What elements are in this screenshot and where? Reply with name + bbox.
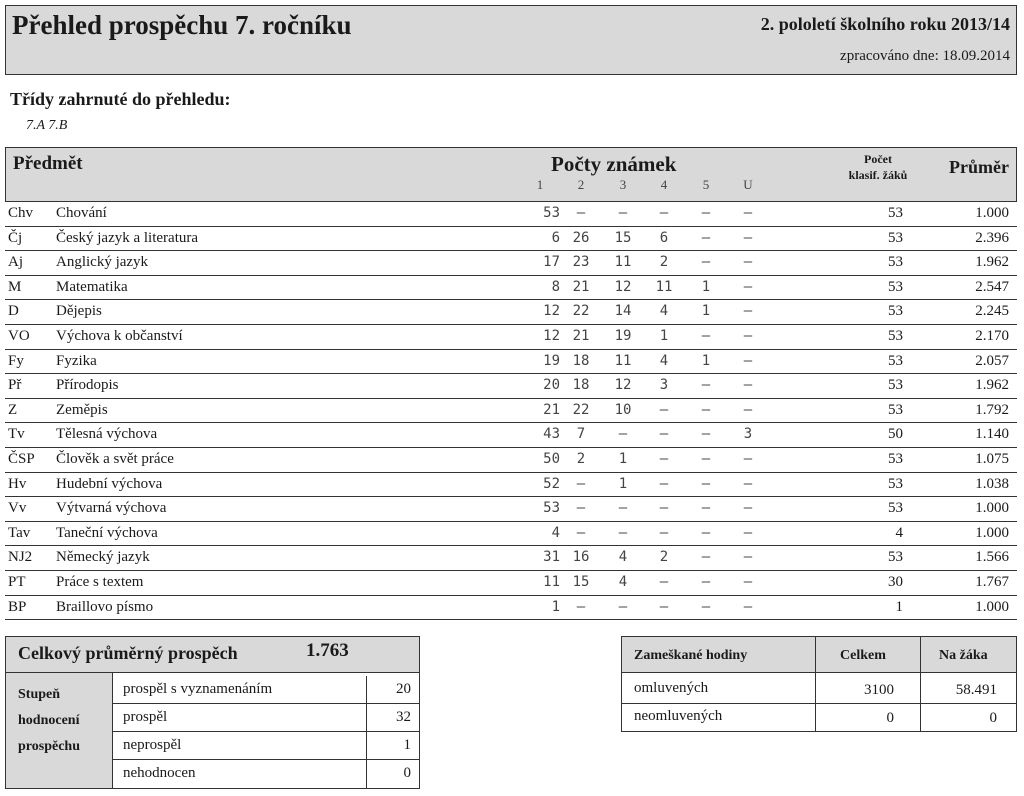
absence-col-per-student: Na žáka (939, 648, 988, 663)
overall-average-value: 1.763 (306, 640, 349, 661)
grade-count: 4 (618, 549, 628, 566)
subject-average: 2.245 (975, 303, 1009, 320)
grade-count: 1 (618, 451, 628, 467)
grade-count: – (743, 549, 753, 566)
grade-count: 11 (614, 352, 632, 369)
absence-row-total: 0 (886, 710, 894, 726)
summary-row-value: 32 (366, 704, 419, 732)
grade-count: – (701, 475, 711, 492)
table-row (5, 571, 1017, 596)
table-row (5, 546, 1017, 571)
grade-count: – (576, 524, 586, 541)
grade-count: – (618, 524, 628, 541)
grade-count: 14 (614, 303, 632, 320)
summary-row-label: prospěl (123, 709, 168, 725)
grade-count: – (701, 229, 711, 246)
grade-count: 53 (543, 500, 560, 517)
subject-average: 1.140 (975, 426, 1009, 443)
grade-count: – (743, 451, 753, 467)
grade-count: 1 (701, 352, 711, 369)
subject-average: 1.962 (975, 254, 1009, 271)
grade-header-u: U (743, 177, 753, 192)
classified-students-count: 4 (895, 524, 903, 541)
grade-count: 22 (572, 303, 590, 320)
classified-students-count: 53 (888, 377, 903, 394)
evaluation-level-line1: Stupeň (18, 687, 61, 702)
grade-count: – (659, 451, 669, 467)
summary-row (113, 732, 419, 760)
table-row (5, 399, 1017, 424)
subject-average: 1.792 (975, 401, 1009, 418)
grade-count: – (743, 598, 753, 615)
table-row (5, 374, 1017, 399)
classified-students-count: 53 (888, 205, 903, 221)
subject-name: Přírodopis (56, 377, 119, 394)
summary-row-value: 1 (366, 732, 419, 760)
grade-count: – (743, 254, 753, 271)
grade-count: 1 (701, 278, 711, 295)
grade-count: – (701, 205, 711, 221)
grade-count: – (743, 328, 753, 344)
subject-average: 2.396 (975, 229, 1009, 246)
classified-students-count: 30 (888, 574, 903, 590)
classified-students-count: 53 (888, 475, 903, 492)
table-row (5, 325, 1017, 350)
table-row (5, 300, 1017, 325)
grade-count: – (743, 574, 753, 590)
grade-count: 2 (659, 254, 669, 271)
grade-count: 18 (572, 352, 590, 369)
absence-row-label: neomluvených (634, 708, 723, 724)
grade-count: – (659, 475, 669, 492)
column-average: Průměr (949, 157, 1009, 177)
table-row (5, 350, 1017, 375)
subject-name: Dějepis (56, 303, 102, 320)
grade-count: 11 (655, 278, 673, 295)
subject-code: Aj (8, 254, 23, 271)
grade-count: 50 (543, 451, 560, 467)
subject-average: 1.962 (975, 377, 1009, 394)
grade-header-2: 2 (577, 177, 585, 192)
absence-row-per: 58.491 (955, 682, 997, 698)
subject-average: 1.000 (975, 524, 1009, 541)
grade-header-5: 5 (702, 177, 710, 192)
grade-count: 26 (572, 229, 590, 246)
summary-row-value: 0 (366, 760, 419, 788)
grade-count: 2 (659, 549, 669, 566)
evaluation-level-line2: hodnocení (18, 713, 80, 728)
grade-count: 3 (743, 426, 753, 443)
classified-students-count: 53 (888, 229, 903, 246)
grade-count: 15 (572, 574, 590, 590)
grade-count: – (743, 475, 753, 492)
subject-name: Tělesná výchova (56, 426, 158, 443)
classified-students-count: 53 (888, 500, 903, 517)
grade-count: 1 (659, 328, 669, 344)
grade-count: – (701, 524, 711, 541)
summary-row (113, 676, 419, 704)
classified-students-count: 53 (888, 549, 903, 566)
grade-count: 11 (543, 574, 560, 590)
grade-count: 31 (543, 549, 560, 566)
subject-name: Matematika (56, 278, 128, 295)
grade-header-1: 1 (536, 177, 544, 192)
grade-count: 22 (572, 401, 590, 418)
subject-code: Tv (8, 426, 25, 443)
absence-col-total: Celkem (840, 648, 886, 663)
grade-count: – (659, 598, 669, 615)
grade-count: – (701, 598, 711, 615)
grade-count: 10 (614, 401, 632, 418)
grade-count: 52 (543, 475, 560, 492)
classified-students-count: 50 (888, 426, 903, 443)
column-grade-counts: Počty známek (551, 152, 677, 176)
subject-name: Německý jazyk (56, 549, 150, 566)
grade-count: – (576, 598, 586, 615)
subject-code: Vv (8, 500, 27, 517)
grade-count: – (743, 500, 753, 517)
grade-count: – (701, 549, 711, 566)
subject-name: Anglický jazyk (56, 254, 149, 271)
grade-count: – (743, 524, 753, 541)
grade-count: 6 (659, 229, 669, 246)
subject-average: 2.547 (975, 278, 1009, 295)
table-row (5, 497, 1017, 522)
subject-name: Taneční výchova (56, 524, 158, 541)
grade-count: 43 (543, 426, 560, 443)
classes-list: 7.A 7.B (26, 118, 68, 133)
subject-code: BP (8, 598, 27, 615)
grade-count: 1 (618, 475, 628, 492)
table-row (5, 522, 1017, 547)
grade-header-4: 4 (660, 177, 668, 192)
grade-count: – (701, 574, 711, 590)
table-row (5, 473, 1017, 498)
subject-name: Práce s textem (56, 574, 144, 590)
processed-date: zpracováno dne: 18.09.2014 (840, 48, 1010, 64)
grade-count: 2 (576, 451, 586, 467)
absence-title: Zameškané hodiny (634, 648, 748, 663)
subject-name: Hudební výchova (56, 475, 163, 492)
subject-name: Český jazyk a literatura (56, 229, 199, 246)
grade-count: – (743, 278, 753, 295)
subject-code: ČSP (8, 451, 35, 467)
subject-name: Fyzika (56, 352, 97, 369)
classified-students-count: 53 (888, 328, 903, 344)
classes-heading: Třídy zahrnuté do přehledu: (10, 89, 231, 109)
grade-count: – (618, 500, 628, 517)
grade-count: 19 (543, 352, 560, 369)
grade-count: 7 (576, 426, 586, 443)
column-classified-students-line1: Počet (864, 152, 892, 166)
grade-count: 12 (543, 303, 560, 320)
grade-header-3: 3 (619, 177, 627, 192)
subject-average: 1.566 (975, 549, 1009, 566)
grade-count: 53 (543, 205, 560, 221)
classified-students-count: 1 (895, 598, 903, 615)
grade-count: – (576, 205, 586, 221)
classified-students-count: 53 (888, 278, 903, 295)
absence-row-divider (622, 703, 1016, 704)
summary-row-value: 20 (366, 676, 419, 704)
column-subject: Předmět (13, 153, 83, 174)
grade-count: 17 (543, 254, 560, 271)
grade-count: – (743, 205, 753, 221)
grade-count: 4 (551, 524, 560, 541)
evaluation-level-line3: prospěchu (18, 739, 80, 754)
subject-code: Př (8, 377, 22, 394)
absence-row-label: omluvených (634, 680, 709, 696)
subject-average: 1.000 (975, 500, 1009, 517)
summary-row (113, 704, 419, 732)
subject-code: Chv (8, 205, 34, 221)
grade-count: – (701, 254, 711, 271)
grade-count: – (659, 205, 669, 221)
grade-count: – (743, 303, 753, 320)
grade-count: – (659, 524, 669, 541)
grade-count: – (576, 500, 586, 517)
grade-count: – (659, 426, 669, 443)
grade-count: – (701, 401, 711, 418)
classified-students-count: 53 (888, 303, 903, 320)
grade-count: – (701, 377, 711, 394)
grade-count: 1 (701, 303, 711, 320)
classified-students-count: 53 (888, 352, 903, 369)
subject-code: Fy (8, 352, 24, 369)
subject-average: 1.767 (975, 574, 1009, 590)
grade-count: 21 (543, 401, 560, 418)
summary-row-label: prospěl s vyznamenáním (123, 681, 273, 697)
table-row (5, 423, 1017, 448)
grade-count: 16 (572, 549, 590, 566)
classified-students-count: 53 (888, 401, 903, 418)
subject-code: Tav (8, 524, 31, 541)
subject-name: Člověk a svět práce (56, 451, 174, 467)
grade-count: 12 (614, 377, 632, 394)
grade-count: – (576, 475, 586, 492)
subject-average: 1.038 (975, 475, 1009, 492)
subject-average: 1.000 (975, 598, 1009, 615)
subject-name: Braillovo písmo (56, 598, 154, 615)
subject-code: VO (8, 328, 30, 344)
absence-row-total: 3100 (864, 682, 894, 698)
grade-count: – (659, 500, 669, 517)
grade-count: 4 (659, 352, 669, 369)
grade-count: – (701, 426, 711, 443)
table-row (5, 227, 1017, 252)
evaluation-level-label (18, 682, 80, 760)
subject-average: 2.170 (975, 328, 1009, 344)
column-classified-students (828, 151, 928, 183)
subject-average: 1.000 (975, 205, 1009, 221)
classified-students-count: 53 (888, 451, 903, 467)
grade-count: 4 (659, 303, 669, 320)
absence-row-per: 0 (989, 710, 997, 726)
grade-count: 4 (618, 574, 628, 590)
classified-students-count: 53 (888, 254, 903, 271)
table-row (5, 448, 1017, 473)
column-classified-students-line2: klasif. žáků (848, 168, 908, 182)
grade-count: – (743, 377, 753, 394)
subject-name: Výchova k občanství (56, 328, 183, 344)
subject-name: Chování (56, 205, 107, 221)
summary-row (113, 760, 419, 788)
subject-code: D (8, 303, 19, 320)
report-title: Přehled prospěchu 7. ročníku (12, 10, 352, 40)
grade-count: – (618, 426, 628, 443)
table-row (5, 596, 1017, 621)
subject-code: Z (8, 401, 18, 418)
subject-name: Zeměpis (56, 401, 108, 418)
grade-count: 3 (659, 377, 669, 394)
subject-code: PT (8, 574, 26, 590)
grade-count: – (743, 352, 753, 369)
grade-count: – (618, 598, 628, 615)
subject-code: M (8, 278, 22, 295)
grade-count: 6 (551, 229, 560, 246)
table-row (5, 202, 1017, 227)
grade-count: – (701, 451, 711, 467)
subject-average: 2.057 (975, 352, 1009, 369)
grade-count: – (701, 328, 711, 344)
grade-count: – (659, 401, 669, 418)
grade-count: – (743, 401, 753, 418)
grade-count: 18 (572, 377, 590, 394)
subject-code: Čj (8, 229, 23, 246)
summary-row-label: nehodnocen (123, 765, 196, 781)
grade-count: 12 (543, 328, 560, 344)
subject-average: 1.075 (975, 451, 1009, 467)
grade-count: 20 (543, 377, 560, 394)
summary-row-label: neprospěl (123, 737, 182, 753)
table-row (5, 276, 1017, 301)
subject-code: Hv (8, 475, 27, 492)
grade-count: 19 (614, 328, 632, 344)
school-period: 2. pololetí školního roku 2013/14 (760, 14, 1010, 34)
grade-count: 1 (551, 598, 560, 615)
subject-name: Výtvarná výchova (56, 500, 167, 517)
subject-code: NJ2 (8, 549, 33, 566)
grade-count: – (618, 205, 628, 221)
grade-count: – (659, 574, 669, 590)
grade-count: 21 (572, 278, 590, 295)
grade-count: – (743, 229, 753, 246)
grade-count: 12 (614, 278, 632, 295)
grade-count: 15 (614, 229, 632, 246)
grade-count: 21 (572, 328, 590, 344)
grade-count: 23 (572, 254, 590, 271)
grade-count: – (701, 500, 711, 517)
grade-count: 8 (551, 278, 560, 295)
summary-title: Celkový průměrný prospěch (18, 643, 238, 663)
table-row (5, 251, 1017, 276)
grade-count: 11 (614, 254, 632, 271)
